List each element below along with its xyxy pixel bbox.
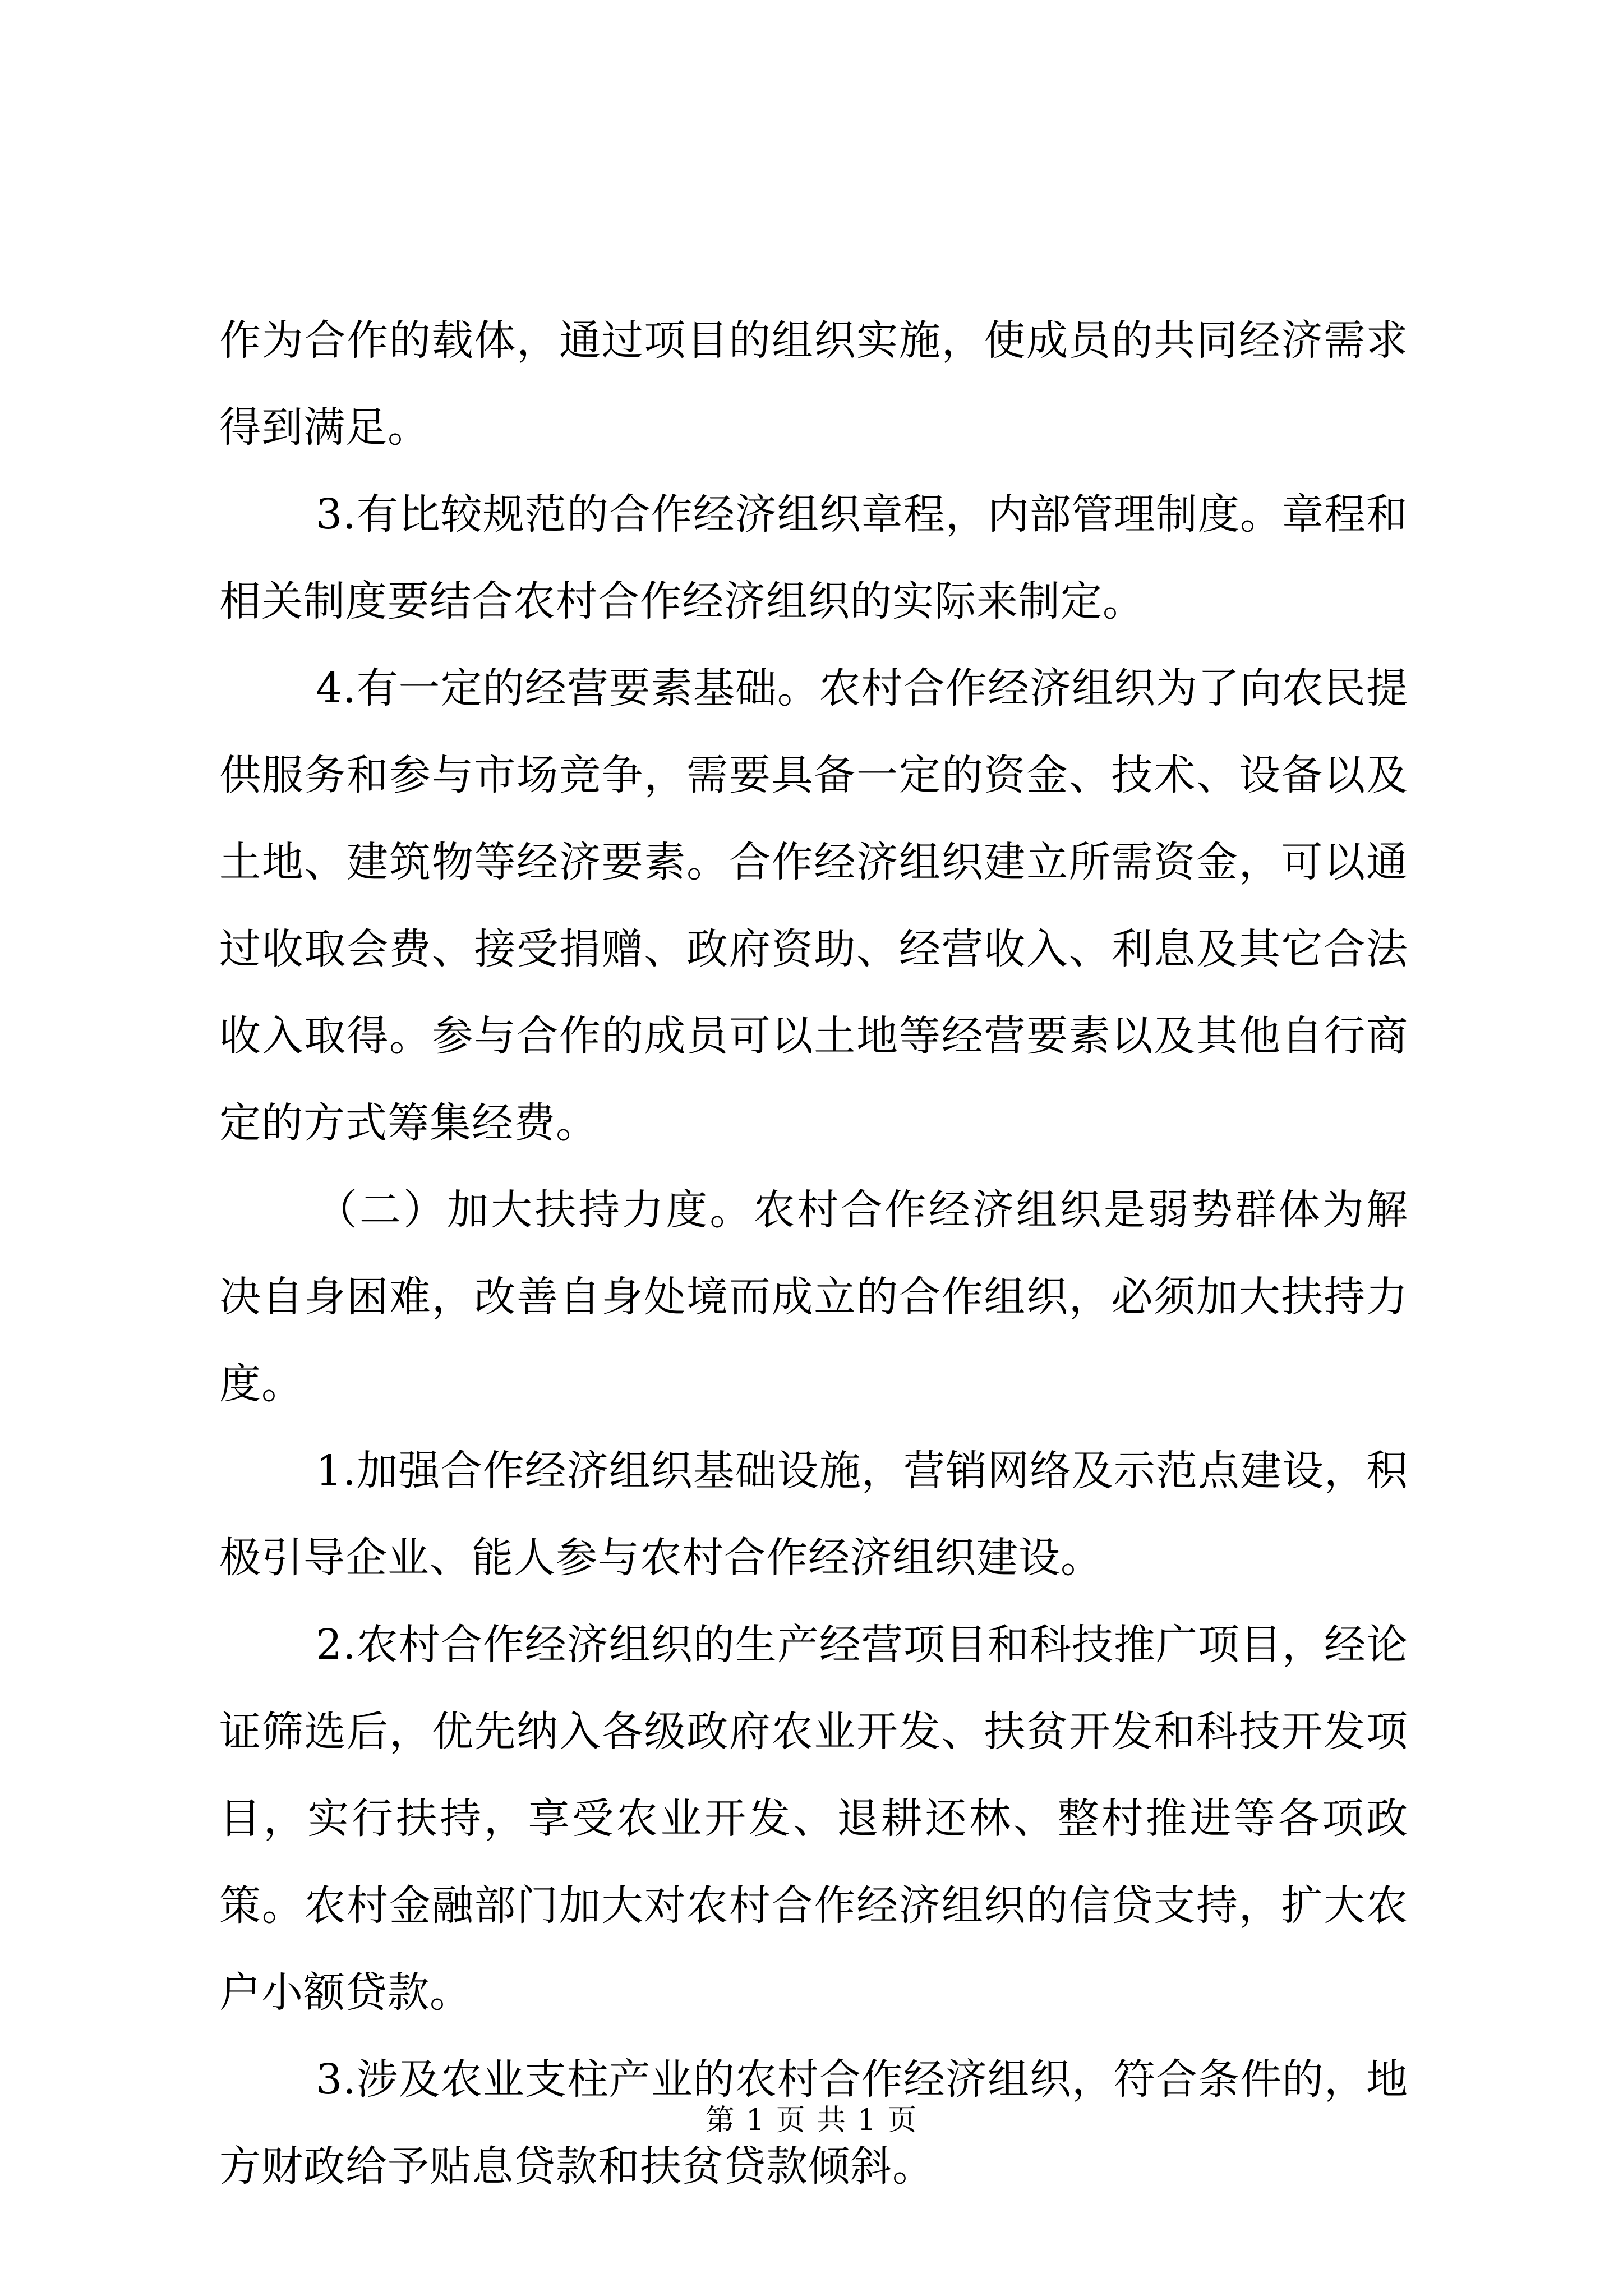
- paragraph-item-3-charter: 3.有比较规范的合作经济组织章程，内部管理制度。章程和相关制度要结合农村合作经济组织的实际来制定。: [219, 490, 1408, 625]
- paragraph-item-2-projects: 2.农村合作经济组织的生产经营项目和科技推广项目，经论证筛选后，优先纳入各级政府农业开发、扶贫开发和科技开发项目，实行扶持，享受农业开发、退耕还林、整村推进等各项政策。农村金融部门加大对农村合作经济组织的信贷支持，扩大农户小额贷款。: [219, 1621, 1408, 2017]
- paragraph-item-4-elements: 4.有一定的经营要素基础。农村合作经济组织为了向农民提供服务和参与市场竞争，需要具备一定的资金、技术、设备以及土地、建筑物等经济要素。合作经济组织建立所需资金，可以通过收取会费、接受捐赠、政府资助、经营收入、利息及其它合法收入取得。参与合作的成员可以土地等经营要素以及其他自行商定的方式筹集经费。: [219, 664, 1408, 1147]
- paragraph-item-1-infrastructure: 1.加强合作经济组织基础设施，营销网络及示范点建设，积极引导企业、能人参与农村合作经济组织建设。: [219, 1447, 1408, 1582]
- paragraph-continuation: 作为合作的载体，通过项目的组织实施，使成员的共同经济需求得到满足。: [219, 316, 1408, 452]
- paragraph-item-3-finance: 3.涉及农业支柱产业的农村合作经济组织，符合条件的，地方财政给予贴息贷款和扶贫贷款倾斜。: [219, 2055, 1408, 2191]
- page-footer: 第 1 页 共 1 页: [705, 2104, 918, 2137]
- document-body: [219, 297, 1408, 2210]
- paragraph-section-2-support: （二）加大扶持力度。农村合作经济组织是弱势群体为解决自身困难，改善自身处境而成立的合作组织，必须加大扶持力度。: [219, 1186, 1408, 1408]
